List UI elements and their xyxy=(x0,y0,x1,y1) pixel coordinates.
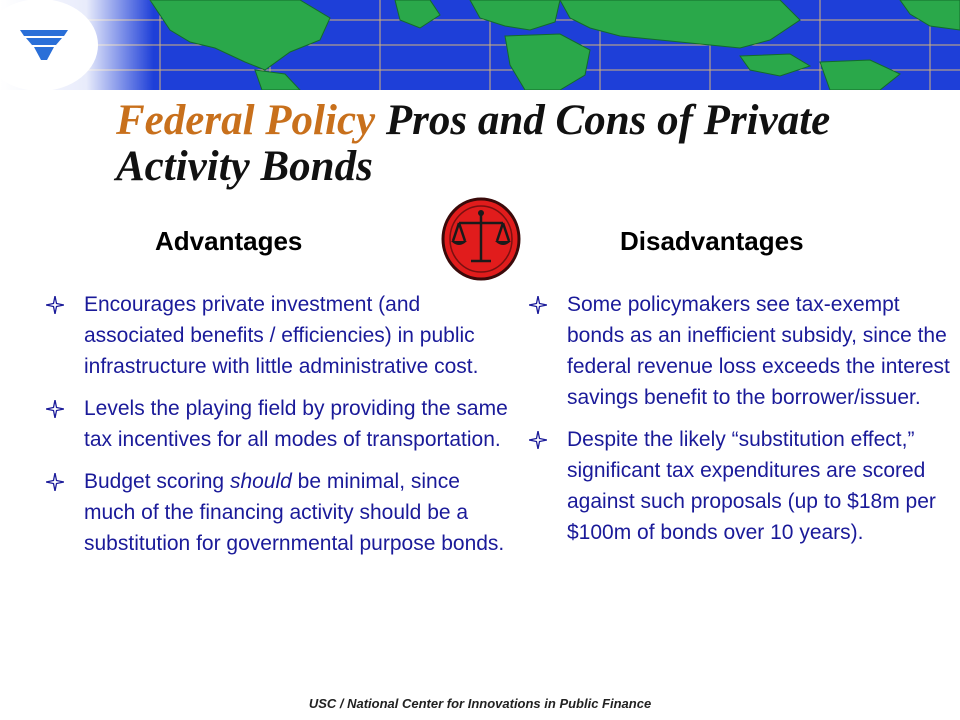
disadvantages-heading: Disadvantages xyxy=(620,226,804,256)
four-point-star-icon xyxy=(529,431,547,449)
footer-credit: USC / National Center for Innovations in Public Finance xyxy=(308,696,652,711)
four-point-star-icon xyxy=(46,296,64,314)
advantage-text-emphasis: should xyxy=(229,470,292,493)
advantages-heading: Advantages xyxy=(155,226,303,256)
wave-fan-logo-icon xyxy=(0,0,120,90)
advantage-text-post: be minimal, since much of the financing activity should be a substitution for governmental purpose bonds. xyxy=(84,470,505,555)
advantage-item xyxy=(46,466,514,559)
world-map-banner xyxy=(0,0,960,90)
advantages-list xyxy=(46,289,514,570)
title-accent: Federal Policy xyxy=(116,97,376,144)
advantage-item xyxy=(46,289,514,382)
four-point-star-icon xyxy=(46,400,64,418)
disadvantage-item xyxy=(529,424,954,548)
disadvantage-item xyxy=(529,289,954,413)
four-point-star-icon xyxy=(46,473,64,491)
balance-scale-icon xyxy=(441,197,521,281)
advantage-text: Encourages private investment (and associated benefits / efficiencies) in public infrastructure with little administrative cost. xyxy=(84,293,479,378)
slide-title xyxy=(116,98,916,190)
advantage-text: Levels the playing field by providing the same tax incentives for all modes of transportation. xyxy=(84,397,508,451)
disadvantages-list xyxy=(529,289,954,559)
disadvantage-text: Despite the likely “substitution effect,” significant tax expenditures are scored against such proposals (up to $18m per $100m of bonds over 10 years). xyxy=(567,428,936,544)
advantage-item xyxy=(46,393,514,455)
four-point-star-icon xyxy=(529,296,547,314)
advantage-text-pre: Budget scoring xyxy=(84,470,230,493)
disadvantage-text: Some policymakers see tax-exempt bonds as an inefficient subsidy, since the federal revenue loss exceeds the interest savings benefit to the borrower/issuer. xyxy=(567,293,950,409)
title-rest: Pros and Cons of Private Activity Bonds xyxy=(116,97,831,190)
